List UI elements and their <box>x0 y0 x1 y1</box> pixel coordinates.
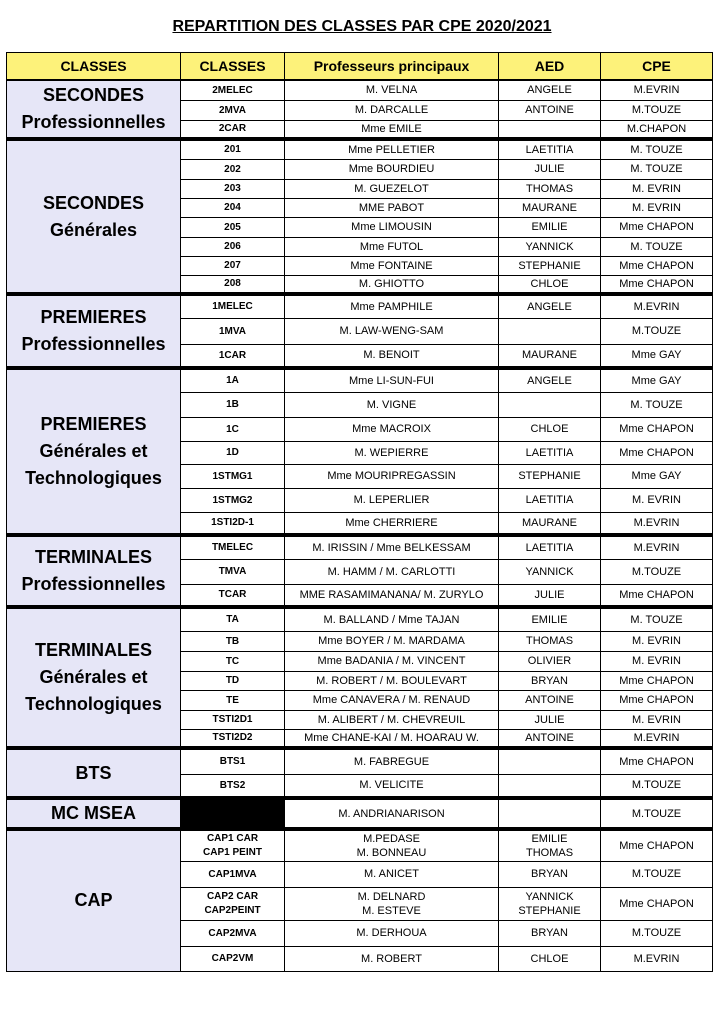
cpe-name: M.EVRIN <box>601 294 713 318</box>
professeur-principal <box>285 829 499 861</box>
header-aed: AED <box>499 53 601 81</box>
cpe-name: M.EVRIN <box>601 512 713 535</box>
cpe-name: M.EVRIN <box>601 80 713 100</box>
group-label: BTS <box>7 748 181 798</box>
class-code: 1CAR <box>181 344 285 368</box>
cpe-name: Mme CHAPON <box>601 887 713 920</box>
cpe-name: M. EVRIN <box>601 198 713 217</box>
class-code: 205 <box>181 217 285 237</box>
aed-name: STEPHANIE <box>499 464 601 488</box>
header-professeurs-principaux: Professeurs principaux <box>285 53 499 81</box>
professeur-principal: Mme FUTOL <box>285 237 499 256</box>
class-distribution-table <box>6 52 713 972</box>
professeur-principal: Mme MOURIPREGASSIN <box>285 464 499 488</box>
aed-name: LAETITIA <box>499 441 601 464</box>
professeur-principal: M. HAMM / M. CARLOTTI <box>285 559 499 584</box>
professeur-principal: MME RASAMIMANANA/ M. ZURYLO <box>285 584 499 607</box>
cpe-name: M.TOUZE <box>601 318 713 344</box>
aed-name: YANNICK <box>499 559 601 584</box>
professeur-principal: Mme BOYER / M. MARDAMA <box>285 631 499 651</box>
professeur-principal <box>285 887 499 920</box>
cpe-name: Mme CHAPON <box>601 584 713 607</box>
class-code: 201 <box>181 139 285 159</box>
aed-name <box>499 318 601 344</box>
class-code: CAP1MVA <box>181 861 285 887</box>
table-body <box>7 80 713 971</box>
cpe-name: Mme GAY <box>601 344 713 368</box>
class-code: 1MELEC <box>181 294 285 318</box>
cpe-name: Mme GAY <box>601 464 713 488</box>
cpe-name: Mme CHAPON <box>601 748 713 774</box>
cpe-name: Mme CHAPON <box>601 275 713 294</box>
professeur-principal-line: M.PEDASE <box>363 832 420 845</box>
class-code: BTS1 <box>181 748 285 774</box>
cpe-name: Mme CHAPON <box>601 217 713 237</box>
professeur-principal: Mme FONTAINE <box>285 256 499 275</box>
cpe-name: M. EVRIN <box>601 488 713 512</box>
aed-name: THOMAS <box>499 631 601 651</box>
class-code: TC <box>181 651 285 671</box>
group-label: MC MSEA <box>7 798 181 829</box>
class-code <box>181 798 285 829</box>
cpe-name: M.TOUZE <box>601 920 713 946</box>
table-row <box>7 80 713 100</box>
aed-name: JULIE <box>499 159 601 179</box>
cpe-name: M. EVRIN <box>601 651 713 671</box>
professeur-principal: M. ANDRIANARISON <box>285 798 499 829</box>
aed-name: EMILIE <box>499 607 601 631</box>
professeur-principal: M. ROBERT / M. BOULEVART <box>285 671 499 690</box>
table-row <box>7 748 713 774</box>
cpe-name: Mme GAY <box>601 368 713 392</box>
aed-name <box>499 774 601 798</box>
class-code: 2MVA <box>181 100 285 120</box>
professeur-principal: M. VELNA <box>285 80 499 100</box>
cpe-name: M. TOUZE <box>601 139 713 159</box>
professeur-principal: Mme PAMPHILE <box>285 294 499 318</box>
table-row <box>7 798 713 829</box>
class-code: 1MVA <box>181 318 285 344</box>
professeur-principal: MME PABOT <box>285 198 499 217</box>
aed-name: LAETITIA <box>499 139 601 159</box>
aed-name: BRYAN <box>499 671 601 690</box>
class-code: CAP2VM <box>181 946 285 971</box>
professeur-principal: Mme MACROIX <box>285 417 499 441</box>
aed-name: ANTOINE <box>499 100 601 120</box>
table-row <box>7 294 713 318</box>
professeur-principal: M. DERHOUA <box>285 920 499 946</box>
aed-name: LAETITIA <box>499 535 601 559</box>
aed-name: ANTOINE <box>499 729 601 748</box>
professeur-principal: M. WEPIERRE <box>285 441 499 464</box>
class-code: TB <box>181 631 285 651</box>
cpe-name: Mme CHAPON <box>601 671 713 690</box>
class-code: TSTI2D2 <box>181 729 285 748</box>
professeur-principal: Mme CHERRIERE <box>285 512 499 535</box>
professeur-principal: M. GUEZELOT <box>285 179 499 198</box>
aed-name: BRYAN <box>499 861 601 887</box>
cpe-name: M.TOUZE <box>601 100 713 120</box>
professeur-principal: M. VELICITE <box>285 774 499 798</box>
class-code-line: CAP1 PEINT <box>203 846 262 858</box>
class-code: 203 <box>181 179 285 198</box>
aed-name: EMILIE <box>499 217 601 237</box>
professeur-principal: M. BALLAND / Mme TAJAN <box>285 607 499 631</box>
professeur-principal: M. VIGNE <box>285 392 499 417</box>
aed-name: LAETITIA <box>499 488 601 512</box>
group-label: TERMINALES Professionnelles <box>7 535 181 607</box>
class-code: 1STMG1 <box>181 464 285 488</box>
aed-name: YANNICK <box>499 237 601 256</box>
class-code: 1D <box>181 441 285 464</box>
table-row <box>7 607 713 631</box>
table-row <box>7 139 713 159</box>
cpe-name: M. TOUZE <box>601 237 713 256</box>
aed-name <box>499 392 601 417</box>
class-code: 2MELEC <box>181 80 285 100</box>
aed-name: MAURANE <box>499 512 601 535</box>
class-code: 1STI2D-1 <box>181 512 285 535</box>
aed-name: JULIE <box>499 584 601 607</box>
aed-name-line: STEPHANIE <box>518 904 581 917</box>
class-code: TMELEC <box>181 535 285 559</box>
class-code: 206 <box>181 237 285 256</box>
group-label: PREMIERES Professionnelles <box>7 294 181 368</box>
class-code: 204 <box>181 198 285 217</box>
professeur-principal: M. ROBERT <box>285 946 499 971</box>
table-row <box>7 535 713 559</box>
class-code: 202 <box>181 159 285 179</box>
class-code: 1C <box>181 417 285 441</box>
cpe-name: M. TOUZE <box>601 607 713 631</box>
cpe-name: M.TOUZE <box>601 559 713 584</box>
document-title: REPARTITION DES CLASSES PAR CPE 2020/2021 <box>172 18 552 35</box>
class-code-line: CAP2PEINT <box>204 904 261 916</box>
table-row <box>7 368 713 392</box>
class-code: TE <box>181 690 285 710</box>
cpe-name: M. EVRIN <box>601 631 713 651</box>
professeur-principal: M. ALIBERT / M. CHEVREUIL <box>285 710 499 729</box>
professeur-principal: M. GHIOTTO <box>285 275 499 294</box>
cpe-name: M.TOUZE <box>601 861 713 887</box>
class-code: 207 <box>181 256 285 275</box>
cpe-name: Mme CHAPON <box>601 829 713 861</box>
aed-name-line: YANNICK <box>525 890 574 903</box>
aed-name <box>499 887 601 920</box>
professeur-principal: Mme BOURDIEU <box>285 159 499 179</box>
aed-name: BRYAN <box>499 920 601 946</box>
table-header <box>7 53 713 81</box>
aed-name: CHLOE <box>499 946 601 971</box>
cpe-name: M.TOUZE <box>601 798 713 829</box>
class-code <box>181 829 285 861</box>
class-code: BTS2 <box>181 774 285 798</box>
class-code-line: CAP1 CAR <box>206 832 259 844</box>
cpe-name: M.EVRIN <box>601 729 713 748</box>
professeur-principal: Mme BADANIA / M. VINCENT <box>285 651 499 671</box>
aed-name: CHLOE <box>499 275 601 294</box>
table-row <box>7 829 713 861</box>
aed-name: THOMAS <box>499 179 601 198</box>
professeur-principal: M. DARCALLE <box>285 100 499 120</box>
header-cpe: CPE <box>601 53 713 81</box>
group-label: SECONDES Professionnelles <box>7 80 181 139</box>
aed-name: ANTOINE <box>499 690 601 710</box>
class-code: TD <box>181 671 285 690</box>
professeur-principal: Mme CANAVERA / M. RENAUD <box>285 690 499 710</box>
cpe-name: M. EVRIN <box>601 179 713 198</box>
professeur-principal: Mme LI-SUN-FUI <box>285 368 499 392</box>
header-classes-group: CLASSES <box>7 53 181 81</box>
header-classes: CLASSES <box>181 53 285 81</box>
group-label: SECONDES Générales <box>7 139 181 294</box>
aed-name: JULIE <box>499 710 601 729</box>
group-label: CAP <box>7 829 181 971</box>
class-code: 208 <box>181 275 285 294</box>
class-code: TSTI2D1 <box>181 710 285 729</box>
class-code: 1STMG2 <box>181 488 285 512</box>
class-code <box>181 887 285 920</box>
aed-name: CHLOE <box>499 417 601 441</box>
class-code: TCAR <box>181 584 285 607</box>
aed-name: OLIVIER <box>499 651 601 671</box>
professeur-principal: Mme LIMOUSIN <box>285 217 499 237</box>
cpe-name: Mme CHAPON <box>601 441 713 464</box>
aed-name: STEPHANIE <box>499 256 601 275</box>
aed-name-line: THOMAS <box>525 846 574 859</box>
aed-name <box>499 748 601 774</box>
professeur-principal: M. IRISSIN / Mme BELKESSAM <box>285 535 499 559</box>
professeur-principal: Mme PELLETIER <box>285 139 499 159</box>
professeur-principal: Mme EMILE <box>285 120 499 139</box>
aed-name-line: EMILIE <box>531 832 568 845</box>
cpe-name: Mme CHAPON <box>601 417 713 441</box>
class-code: 1A <box>181 368 285 392</box>
aed-name: ANGELE <box>499 368 601 392</box>
cpe-name: M.TOUZE <box>601 774 713 798</box>
class-code: 1B <box>181 392 285 417</box>
cpe-name: M.EVRIN <box>601 946 713 971</box>
aed-name: MAURANE <box>499 198 601 217</box>
aed-name: MAURANE <box>499 344 601 368</box>
class-code: CAP2MVA <box>181 920 285 946</box>
group-label: TERMINALES Générales et Technologiques <box>7 607 181 748</box>
professeur-principal: M. ANICET <box>285 861 499 887</box>
class-code-line: CAP2 CAR <box>206 890 259 902</box>
professeur-principal-line: M. BONNEAU <box>356 846 427 859</box>
cpe-name: Mme CHAPON <box>601 256 713 275</box>
professeur-principal: M. FABREGUE <box>285 748 499 774</box>
cpe-name: M.CHAPON <box>601 120 713 139</box>
cpe-name: M. EVRIN <box>601 710 713 729</box>
cpe-name: M.EVRIN <box>601 535 713 559</box>
class-code: 2CAR <box>181 120 285 139</box>
aed-name: ANGELE <box>499 294 601 318</box>
professeur-principal-line: M. ESTEVE <box>362 904 421 917</box>
cpe-name: M. TOUZE <box>601 159 713 179</box>
professeur-principal: M. BENOIT <box>285 344 499 368</box>
aed-name <box>499 120 601 139</box>
class-code: TMVA <box>181 559 285 584</box>
professeur-principal: M. LEPERLIER <box>285 488 499 512</box>
aed-name <box>499 829 601 861</box>
cpe-name: Mme CHAPON <box>601 690 713 710</box>
professeur-principal: Mme CHANE-KAI / M. HOARAU W. <box>285 729 499 748</box>
cpe-name: M. TOUZE <box>601 392 713 417</box>
aed-name: ANGELE <box>499 80 601 100</box>
group-label: PREMIERES Générales et Technologiques <box>7 368 181 535</box>
professeur-principal-line: M. DELNARD <box>357 890 426 903</box>
aed-name <box>499 798 601 829</box>
professeur-principal: M. LAW-WENG-SAM <box>285 318 499 344</box>
class-code: TA <box>181 607 285 631</box>
